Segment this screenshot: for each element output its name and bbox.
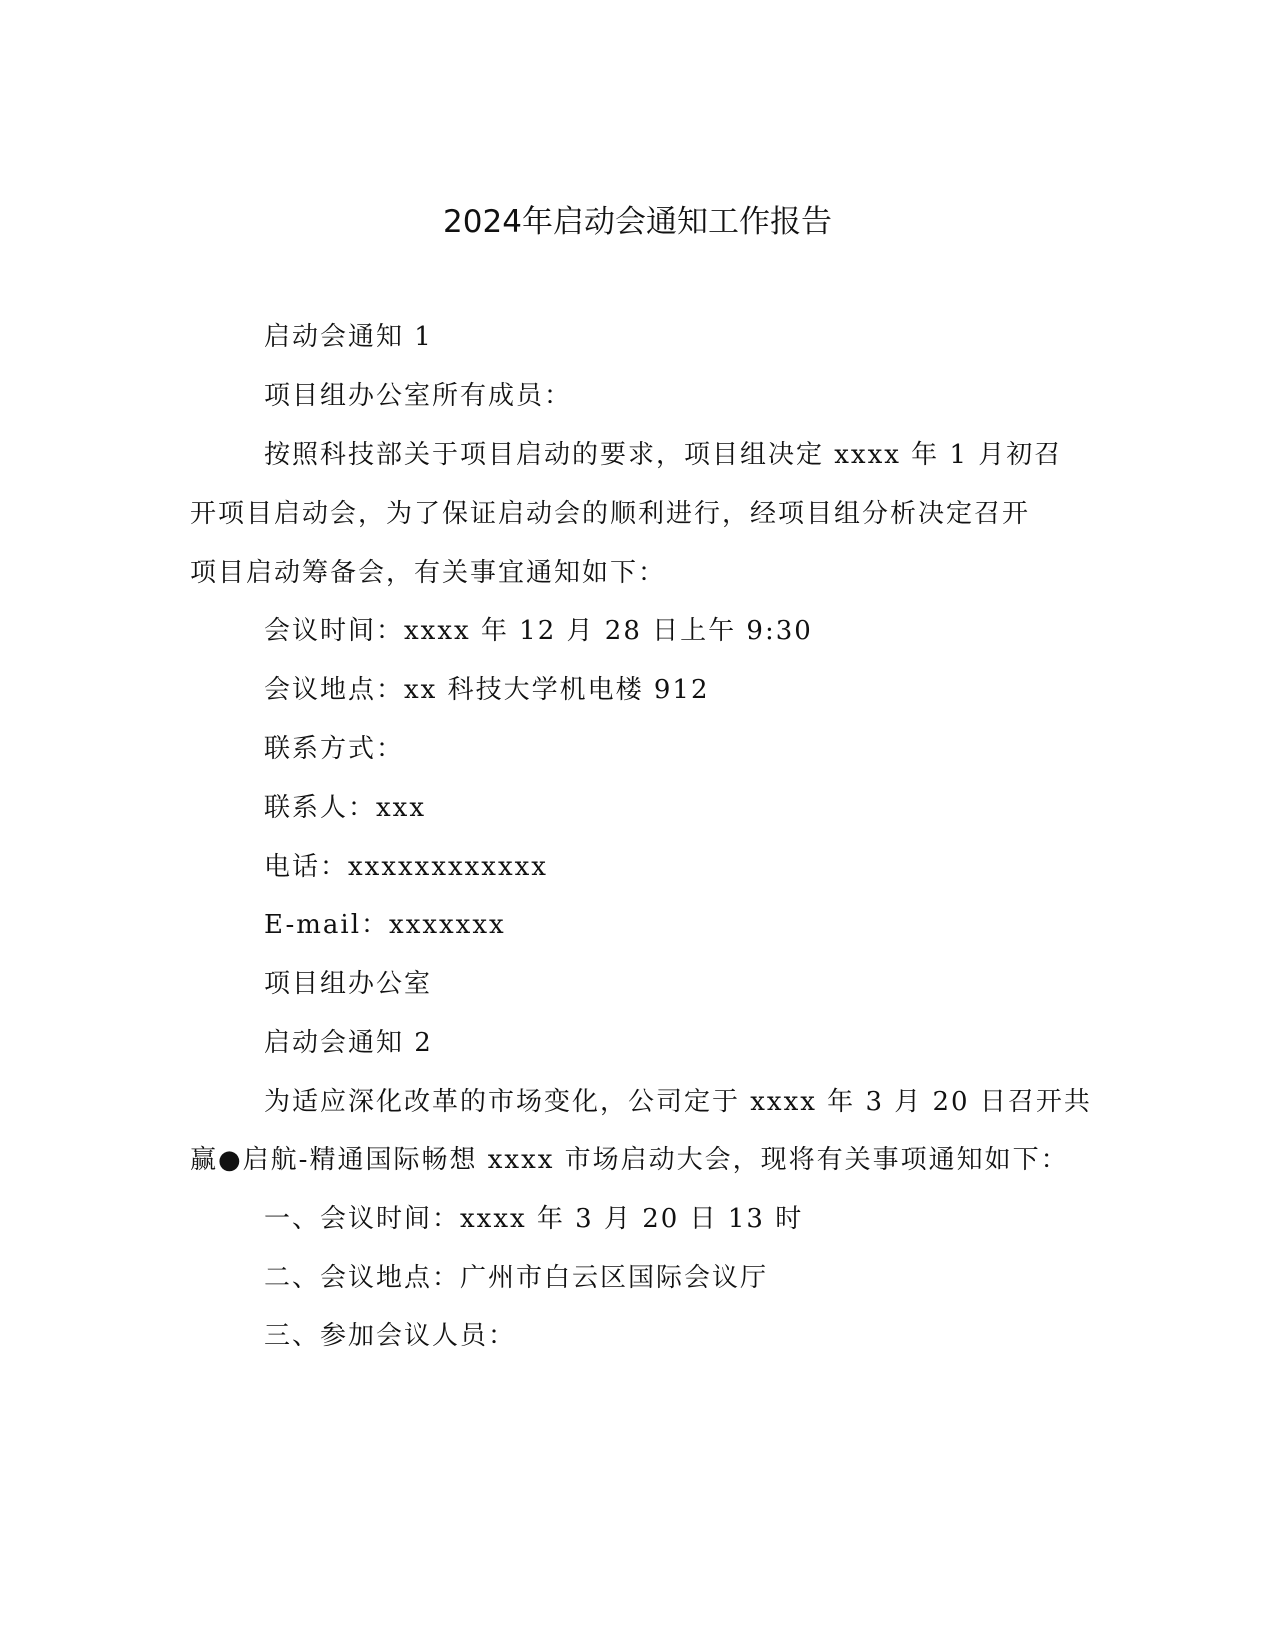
notice-1-body-line-1: 按照科技部关于项目启动的要求，项目组决定 xxxx 年 1 月初召: [264, 440, 1063, 470]
notice-1-signature: 项目组办公室: [264, 969, 433, 999]
notice-1-contact-heading: 联系方式：: [264, 734, 405, 764]
notice-2-meeting-time: 一、会议时间：xxxx 年 3 月 20 日 13 时: [264, 1204, 804, 1234]
notice-1-body-line-2: 开项目启动会，为了保证启动会的顺利进行，经项目组分析决定召开: [190, 499, 1031, 529]
notice-1-body-line-3: 项目启动筹备会，有关事宜通知如下：: [190, 558, 667, 588]
notice-2-body-line-2: 赢●启航-精通国际畅想 xxxx 市场启动大会，现将有关事项通知如下：: [190, 1145, 1069, 1175]
notice-1-heading: 启动会通知 1: [264, 322, 433, 352]
notice-1-meeting-time: 会议时间：xxxx 年 12 月 28 日上午 9:30: [264, 616, 813, 646]
notice-2-attendees-heading: 三、参加会议人员：: [264, 1321, 517, 1351]
notice-1-contact-person: 联系人：xxx: [264, 793, 426, 823]
notice-1-email: E-mail：xxxxxxx: [264, 910, 506, 940]
notice-2-meeting-place: 二、会议地点：广州市白云区国际会议厅: [264, 1263, 769, 1293]
notice-1-meeting-place: 会议地点：xx 科技大学机电楼 912: [264, 675, 710, 705]
notice-1-phone: 电话：xxxxxxxxxxxx: [264, 852, 548, 882]
notice-1-recipients: 项目组办公室所有成员：: [264, 381, 573, 411]
notice-2-heading: 启动会通知 2: [264, 1028, 433, 1058]
document-title: 2024年启动会通知工作报告: [443, 204, 832, 240]
notice-2-body-line-1: 为适应深化改革的市场变化，公司定于 xxxx 年 3 月 20 日召开共: [264, 1087, 1092, 1117]
